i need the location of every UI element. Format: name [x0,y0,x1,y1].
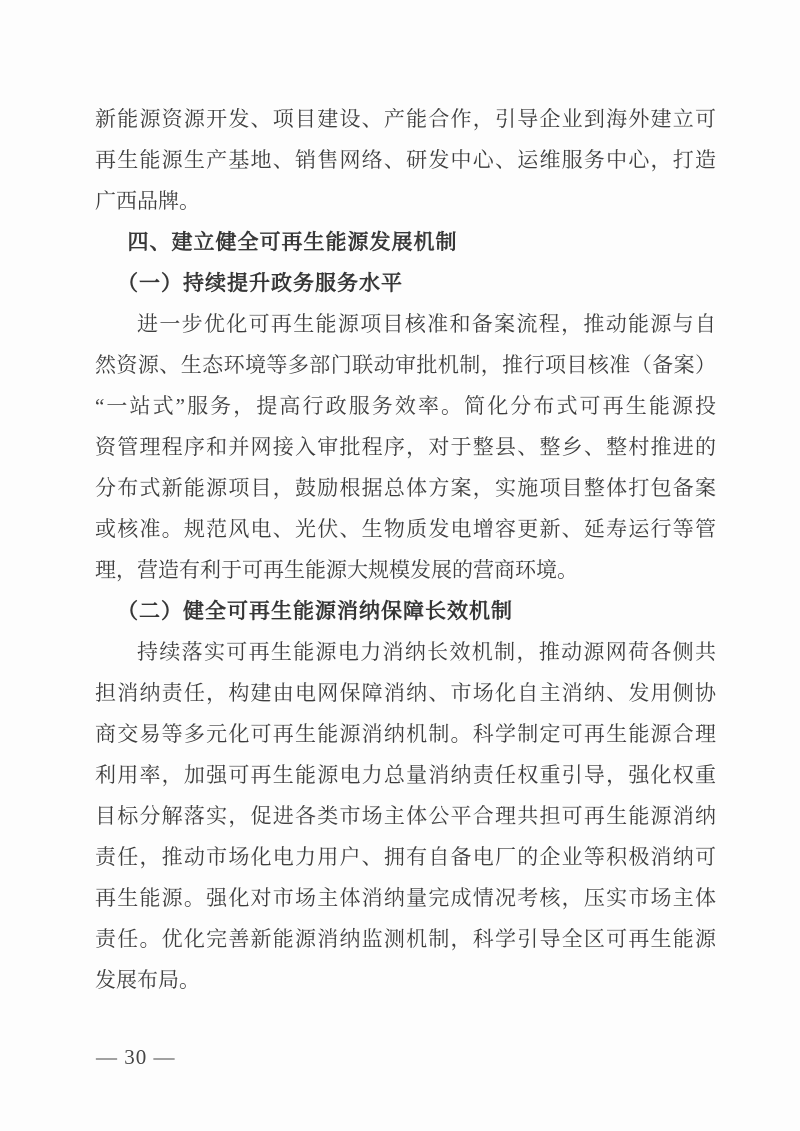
text-line: 资管理程序和并网接入审批程序，对于整县、整乡、整村推进的 [95,435,716,459]
text-line: 商交易等多元化可再生能源消纳机制。科学制定可再生能源合理 [95,722,716,746]
text-line: “一站式”服务，提高行政服务效率。简化分布式可再生能源投 [95,394,716,418]
text-line: 进一步优化可再生能源项目核准和备案流程，推动能源与自 [137,312,716,336]
text-line: 利用率，加强可再生能源电力总量消纳责任权重引导，强化权重 [95,763,716,787]
text-line: 目标分解落实，促进各类市场主体公平合理共担可再生能源消纳 [95,804,716,828]
text-line: 然资源、生态环境等多部门联动审批机制，推行项目核准（备案） [95,353,716,377]
text-line: 发展布局。 [95,968,200,992]
text-line: 新能源资源开发、项目建设、产能合作，引导企业到海外建立可 [95,107,716,131]
page-number: — 30 — [96,1045,176,1069]
text-line: 理，营造有利于可再生能源大规模发展的营商环境。 [95,558,578,582]
text-line: 责任。优化完善新能源消纳监测机制，科学引导全区可再生能源 [95,927,716,951]
text-line: 广西品牌。 [95,189,200,213]
section-heading: 四、建立健全可再生能源发展机制 [127,231,458,254]
text-line: 或核准。规范风电、光伏、生物质发电增容更新、延寿运行等管 [95,517,716,541]
subsection-heading-2: （二）健全可再生能源消纳保障长效机制 [117,599,514,623]
paragraph-continuation [95,99,716,222]
subsection-heading-1: （一）持续提升政务服务水平 [117,271,404,295]
text-line: 责任，推动市场化电力用户、拥有自备电厂的企业等积极消纳可 [95,845,716,869]
text-line: 持续落实可再生能源电力消纳长效机制，推动源网荷各侧共 [137,640,716,664]
text-line: 再生能源。强化对市场主体消纳量完成情况考核，压实市场主体 [95,886,716,910]
text-line: 分布式新能源项目，鼓励根据总体方案，实施项目整体打包备案 [95,476,716,500]
text-line: 担消纳责任，构建由电网保障消纳、市场化自主消纳、发用侧协 [95,681,716,705]
paragraph-consumption-mechanism [95,632,716,1001]
paragraph-policy-services [95,304,716,591]
text-line: 再生能源生产基地、销售网络、研发中心、运维服务中心，打造 [95,148,716,172]
document-content [95,99,716,1001]
